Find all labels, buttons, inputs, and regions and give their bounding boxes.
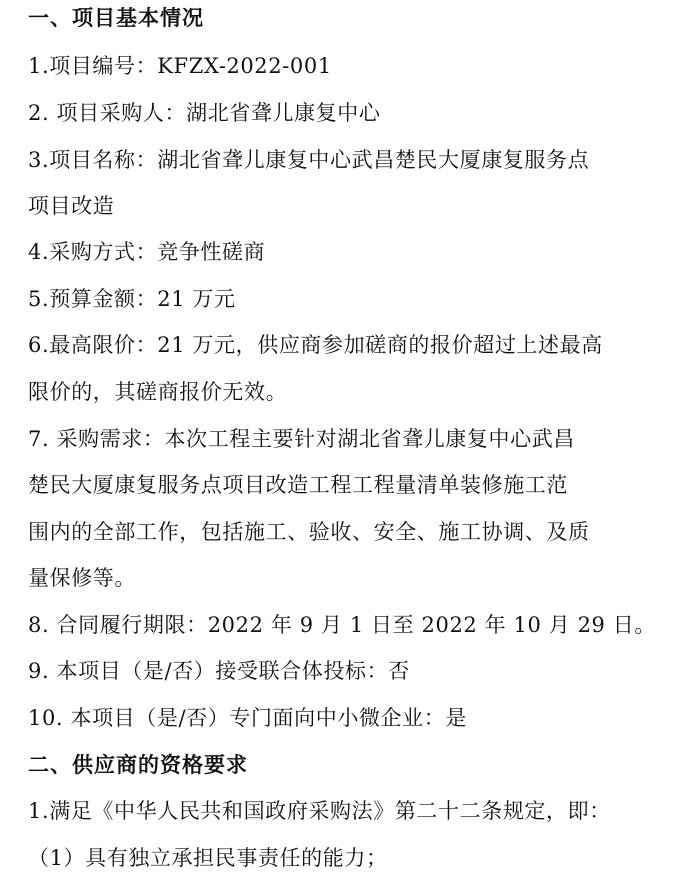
contract-period: 8. 合同履行期限：2022 年 9 月 1 日至 2022 年 10 月 29 日。: [28, 613, 656, 637]
purchase-requirement-cont-1: 楚民大厦康复服务点项目改造工程工程量清单装修施工范: [28, 473, 568, 497]
project-number: 1.项目编号：KFZX-2022-001: [28, 54, 332, 78]
project-name-cont: 项目改造: [28, 194, 115, 218]
purchase-method: 4.采购方式：竞争性磋商: [28, 240, 266, 264]
purchase-requirement-cont-2: 围内的全部工作，包括施工、验收、安全、施工协调、及质: [28, 520, 590, 544]
max-price: 6.最高限价：21 万元，供应商参加磋商的报价超过上述最高: [28, 333, 603, 357]
qualification-item-1: 1.满足《中华人民共和国政府采购法》第二十二条规定，即：: [28, 799, 611, 823]
purchase-requirement: 7. 采购需求：本次工程主要针对湖北省聋儿康复中心武昌: [28, 427, 575, 451]
section-heading-project-info: 一、项目基本情况: [28, 6, 204, 30]
project-purchaser: 2. 项目采购人：湖北省聋儿康复中心: [28, 101, 381, 125]
purchase-requirement-cont-3: 量保修等。: [28, 566, 136, 590]
sme-oriented: 10. 本项目（是/否）专门面向中小微企业：是: [28, 706, 467, 730]
consortium-bidding: 9. 本项目（是/否）接受联合体投标：否: [28, 659, 410, 683]
section-heading-supplier-qualification: 二、供应商的资格要求: [28, 753, 248, 777]
qualification-subitem-1: （1）具有独立承担民事责任的能力；: [28, 846, 388, 870]
budget-amount: 5.预算金额：21 万元: [28, 287, 236, 311]
max-price-cont: 限价的，其磋商报价无效。: [28, 380, 288, 404]
project-name: 3.项目名称：湖北省聋儿康复中心武昌楚民大厦康复服务点: [28, 148, 590, 172]
